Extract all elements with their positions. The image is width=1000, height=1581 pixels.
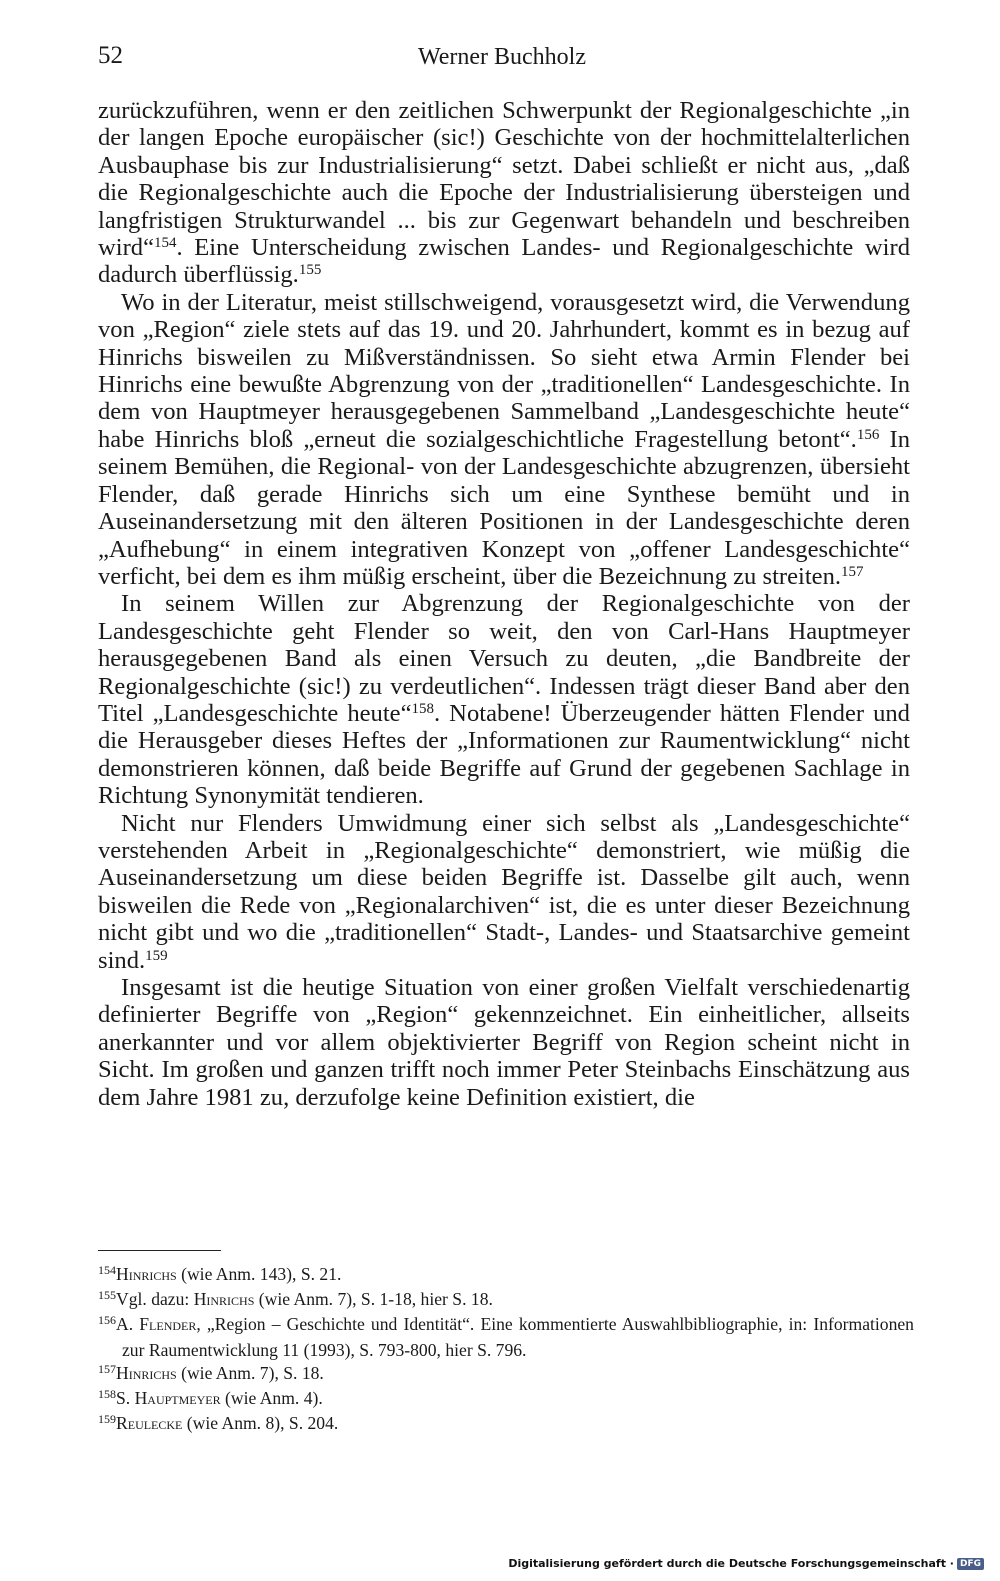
running-head: Werner Buchholz: [418, 44, 586, 70]
paragraph: [98, 974, 910, 1111]
footnote-number: 159: [98, 1412, 116, 1427]
dfg-logo-icon: DFG: [957, 1558, 984, 1570]
author-name: Hinrichs: [193, 1289, 255, 1310]
author-name: Flender: [139, 1314, 197, 1335]
footnote-number: 156: [98, 1313, 116, 1328]
paragraph: [98, 810, 910, 974]
footnote-ref[interactable]: 155: [298, 262, 322, 279]
footnote-number: 158: [98, 1387, 116, 1402]
footnote-rule: [98, 1250, 221, 1251]
paragraph-text: In seinem Willen zur Abgrenzung der Regionalgeschichte von der Landesgeschichte geht Flender so weit, den von Carl-Hans Hauptmeyer herausgegebenen Band als einen Versuch zu deuten, „die Bandbreite der Regionalgeschichte (sic!) zu verdeutlichen“. Indessen trägt dieser Band aber den Titel „Landesgeschichte heute“: [98, 590, 910, 727]
footnote-ref[interactable]: 156: [856, 426, 880, 443]
footnote: [98, 1313, 914, 1361]
paragraph: [98, 289, 910, 590]
paragraph-text: zurückzuführen, wenn er den zeitlichen Schwerpunkt der Regionalgeschichte „in der langen Epoche europäischer (sic!) Geschichte von der hochmittelalterlichen Ausbauphase bis zur Industrialisierung“ setzt. Dabei schließt er nicht aus, „daß die Regionalgeschichte auch die Epoche der Industrialisierung übersteigen und langfristigen Strukturwandel ... bis zur Gegenwart behandeln und beschreiben wird“: [98, 97, 910, 262]
paragraph-text: In seinem Bemühen, die Regional- von der Landesgeschichte abzugrenzen, übersieht Flender, daß gerade Hinrichs sich um eine Synthese bemüht und in Auseinandersetzung mit den älteren Positionen in der Landesgeschichte deren „Aufhebung“ in einem integrativen Konzept von „offener Landesgeschichte“ verficht, bei dem es ihm müßig erscheint, über die Bezeichnung zu streiten.: [98, 425, 910, 590]
footnote-ref[interactable]: 154: [154, 235, 177, 252]
footnote-number: 157: [98, 1361, 116, 1376]
footnote-text: (wie Anm. 143), S. 21.: [176, 1264, 342, 1284]
footnotes: [98, 1263, 914, 1437]
footnote-text: (wie Anm. 7), S. 1-18, hier S. 18.: [254, 1289, 493, 1310]
credit-text: Digitalisierung gefördert durch die Deutsche Forschungsgemeinschaft ·: [508, 1557, 954, 1570]
footnote-text: Vgl. dazu:: [116, 1289, 194, 1310]
footnote-number: 154: [98, 1263, 116, 1277]
paragraph-text: . Eine Unterscheidung zwischen Landes- und Regionalgeschichte wird dadurch überflüssig.: [98, 234, 910, 289]
paragraph-text: . Notabene! Überzeugender hätten Flender und die Herausgeber dieses Heftes der „Informationen zur Raumentwicklung“ nicht demonstrieren können, daß beide Begriffe auf Grund der gegebenen Sachlage in Richtung Synonymität tendieren.: [98, 699, 910, 810]
footnote: [98, 1387, 914, 1412]
paragraph-text: Insgesamt ist die heutige Situation von einer großen Vielfalt verschiedenartig definierter Begriffe von „Region“ gekennzeichnet. Ein einheitlicher, allseits anerkannter und vor allem objektivierter Begriff von Region scheint nicht in Sicht. Im großen und ganzen trifft noch immer Peter Steinbachs Einschätzung aus dem Jahre 1981 zu, derzufolge keine Definition existiert, die: [98, 974, 910, 1111]
footnote: [98, 1263, 914, 1288]
digitization-credit: [508, 1557, 984, 1570]
footnote-text: , „Region – Geschichte und Identität“. Eine kommentierte Auswahlbibliographie, in: Informationen zur Raumentwicklung 11 (1993), S. 793-800, hier S. 796.: [122, 1314, 914, 1360]
author-name: Reulecke: [116, 1413, 183, 1434]
paragraph: [98, 590, 910, 809]
footnote-text: S.: [116, 1388, 135, 1409]
paragraph: [98, 97, 910, 289]
page-number: 52: [98, 42, 123, 69]
footnote-number: 155: [98, 1288, 116, 1303]
footnote-text: A.: [116, 1314, 140, 1335]
footnote: [98, 1288, 914, 1313]
author-name: Hauptmeyer: [134, 1388, 221, 1409]
body-text: [98, 97, 910, 1111]
footnote: [98, 1362, 914, 1387]
author-name: Hinrichs: [116, 1264, 177, 1284]
footnote: [98, 1412, 914, 1437]
paragraph-text: Nicht nur Flenders Umwidmung einer sich selbst als „Landesgeschichte“ verstehenden Arbeit in „Regionalgeschichte“ demonstriert, wie müßig die Auseinandersetzung um diese beiden Begriffe ist. Dasselbe gilt auch, wenn bisweilen die Rede von „Regionalarchiven“ ist, die es unter dieser Bezeichnung nicht gibt und wo die „traditionellen“ Stadt-, Landes- und Staatsarchive gemeint sind.: [98, 809, 910, 974]
paragraph-text: Wo in der Literatur, meist stillschweigend, vorausgesetzt wird, die Verwendung von „Region“ ziele stets auf das 19. und 20. Jahrhundert, kommt es in bezug auf Hinrichs bisweilen zu Mißverständnissen. So sieht etwa Armin Flender bei Hinrichs eine bewußte Abgrenzung von der „traditionellen“ Landesgeschichte. In dem von Hauptmeyer herausgegebenen Sammelband „Landesgeschichte heute“ habe Hinrichs bloß „erneut die sozialgeschichtliche Fragestellung betont“.: [98, 288, 910, 453]
footnote-ref[interactable]: 158: [411, 700, 435, 717]
footnote-text: (wie Anm. 4).: [220, 1388, 323, 1409]
footnote-ref[interactable]: 159: [145, 947, 168, 964]
footnote-ref[interactable]: 157: [841, 563, 864, 580]
footnote-text: (wie Anm. 8), S. 204.: [182, 1413, 339, 1434]
author-name: Hinrichs: [116, 1362, 177, 1383]
footnote-text: (wie Anm. 7), S. 18.: [176, 1362, 324, 1383]
